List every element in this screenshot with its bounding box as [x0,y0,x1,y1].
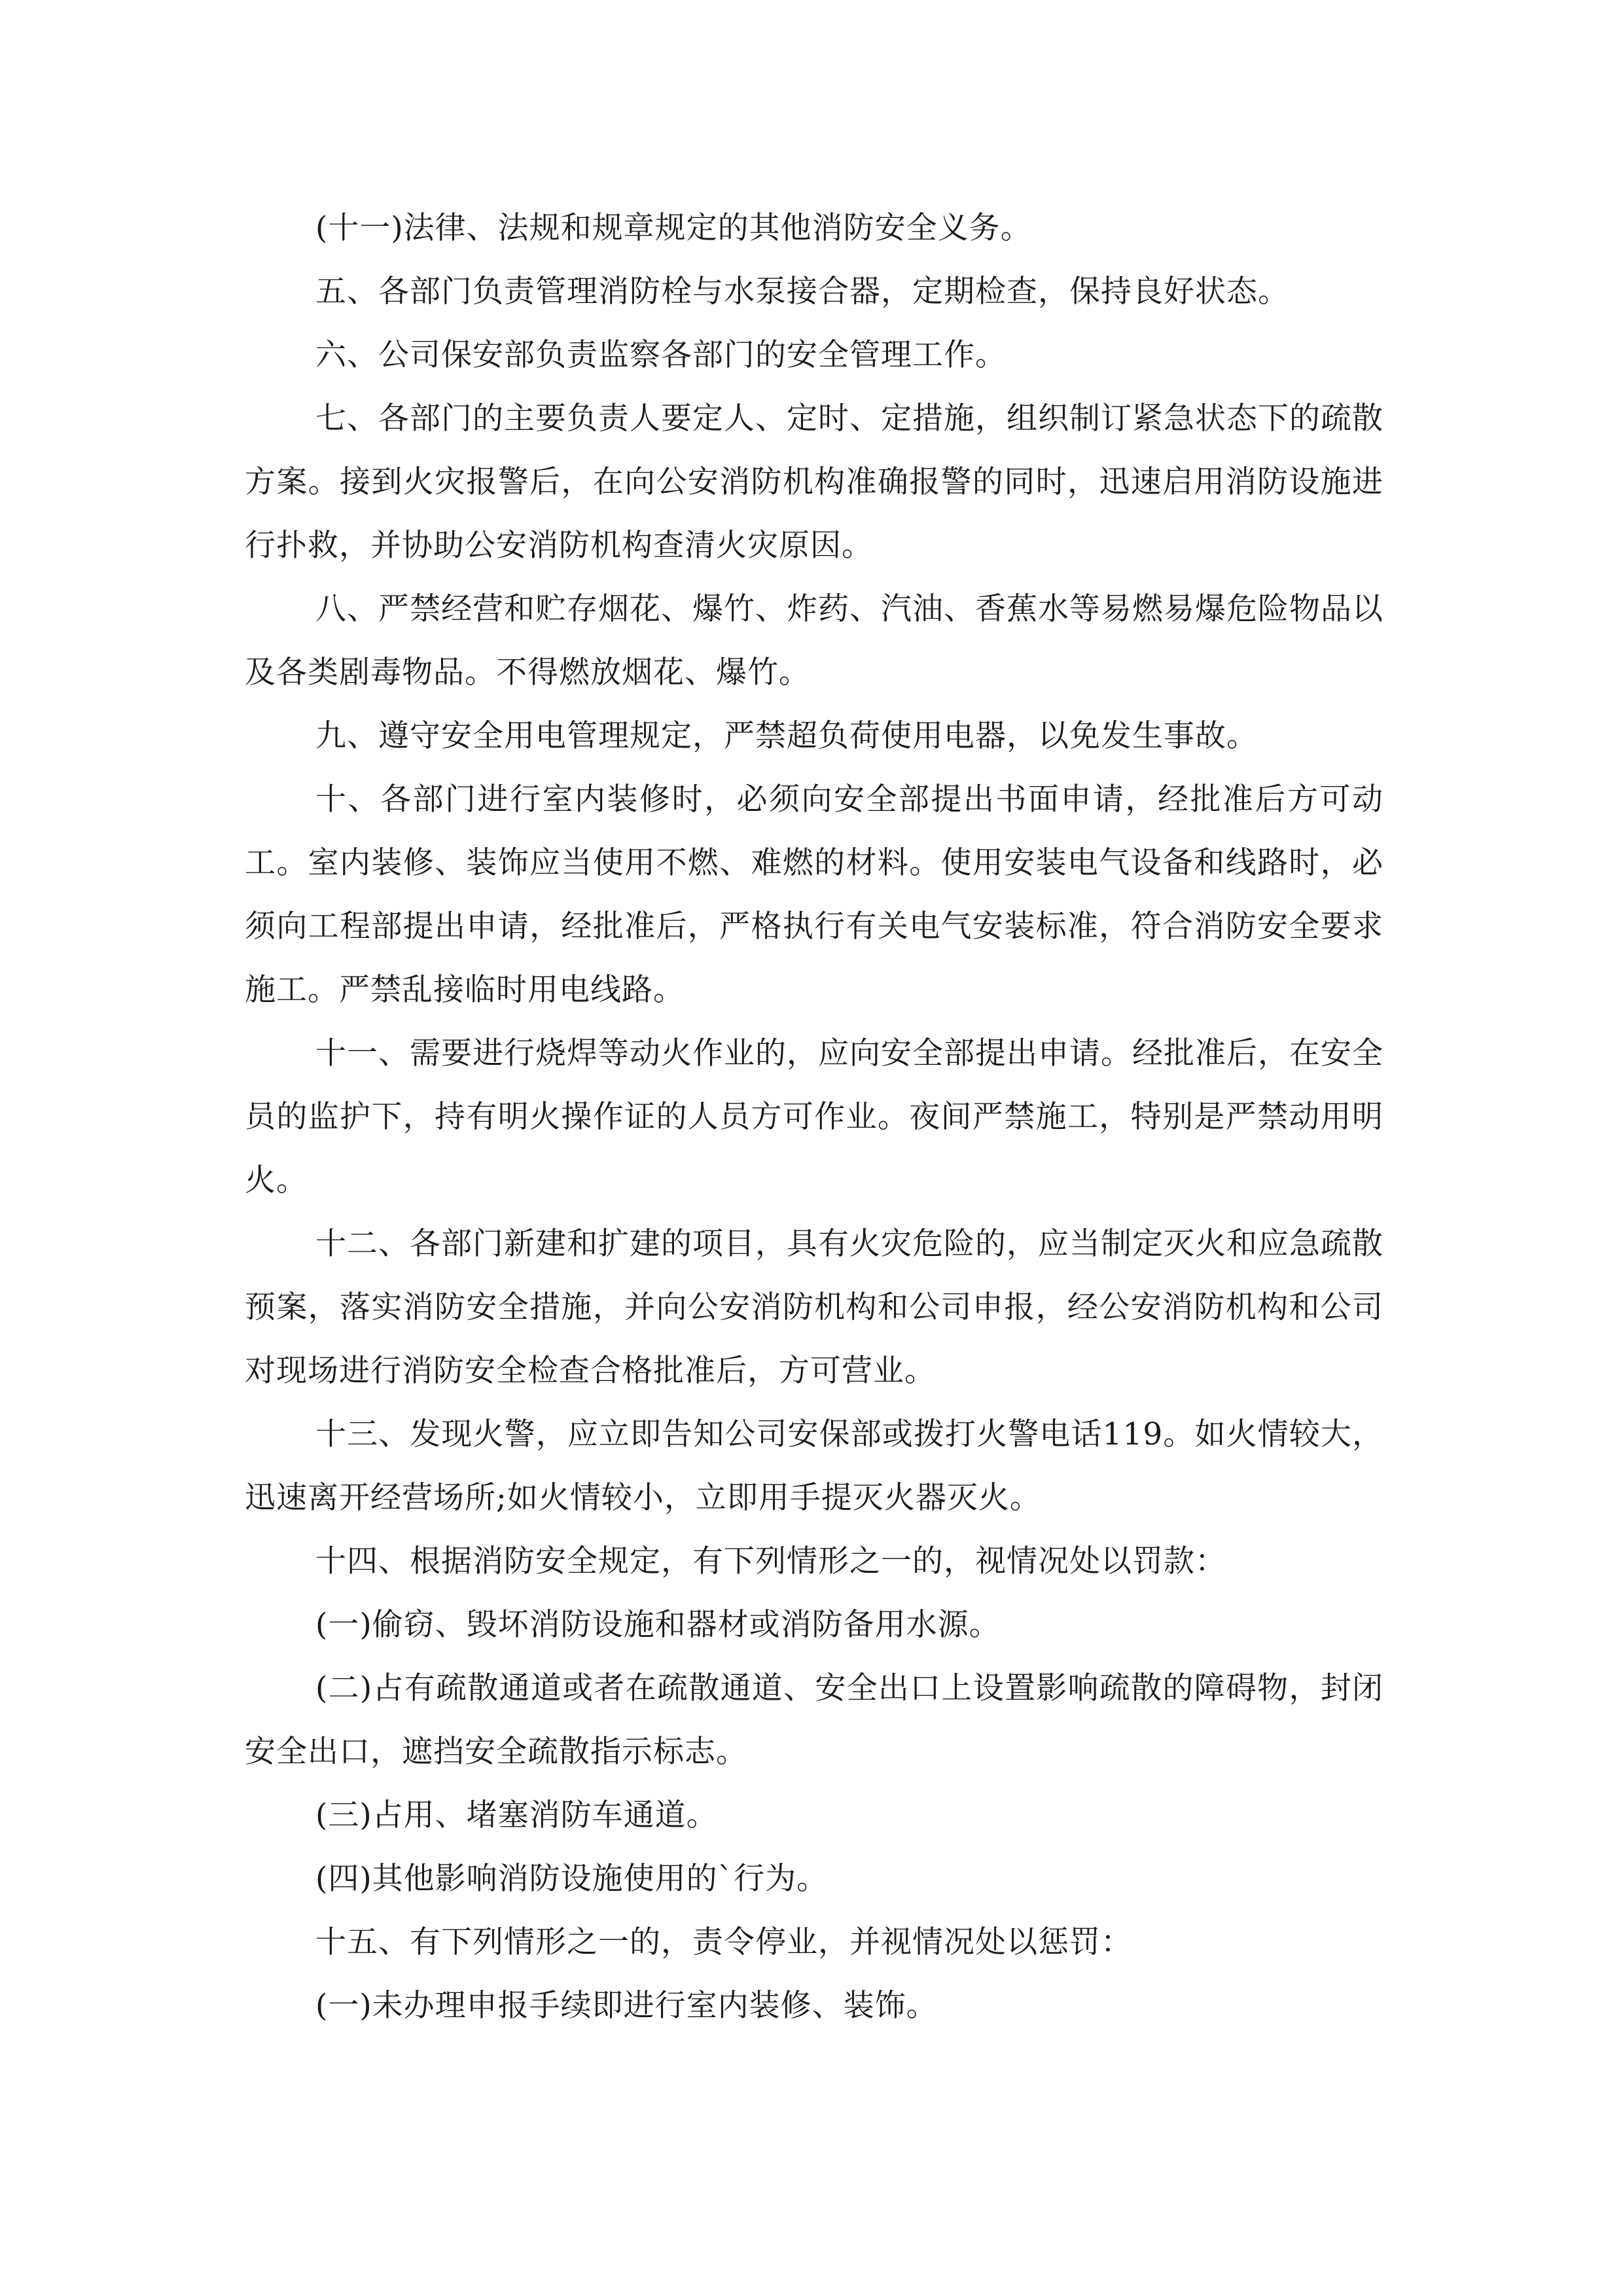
paragraph-article-12: 十二、各部门新建和扩建的项目，具有火灾危险的，应当制定灭火和应急疏散预案，落实消防安全措施，并向公安消防机构和公司申报，经公安消防机构和公司对现场进行消防安全检查合格批准后，方可营业。 [245,1226,1383,1389]
paragraph-article-5: 五、各部门负责管理消防栓与水泵接合器，定期检查，保持良好状态。 [315,274,1289,310]
paragraph-article-15: 十五、有下列情形之一的，责令停业，并视情况处以惩罚： [315,1924,1132,1960]
paragraph-article-14-item-1: (一)偷窃、毁坏消防设施和器材或消防备用水源。 [315,1607,1001,1643]
document-body [245,196,1383,2037]
paragraph-article-14-item-2: (二)占有疏散通道或者在疏散通道、安全出口上设置影响疏散的障碍物，封闭安全出口，遮挡安全疏散指示标志。 [245,1670,1383,1770]
paragraph-article-13: 十三、发现火警，应立即告知公司安保部或拨打火警电话119。如火情较大，迅速离开经营场所;如火情较小，立即用手提灭火器灭火。 [245,1416,1383,1516]
paragraph-item-11: (十一)法律、法规和规章规定的其他消防安全义务。 [315,210,1032,246]
paragraph-article-15-item-1: (一)未办理申报手续即进行室内装修、装饰。 [315,1988,938,2024]
paragraph-article-8: 八、严禁经营和贮存烟花、爆竹、炸药、汽油、香蕉水等易燃易爆危险物品以及各类剧毒物品。不得燃放烟花、爆竹。 [245,591,1383,691]
paragraph-article-9: 九、遵守安全用电管理规定，严禁超负荷使用电器，以免发生事故。 [315,718,1258,754]
paragraph-article-7: 七、各部门的主要负责人要定人、定时、定措施，组织制订紧急状态下的疏散方案。接到火灾报警后，在向公安消防机构准确报警的同时，迅速启用消防设施进行扑救，并协助公安消防机构查清火灾原因。 [245,401,1383,564]
paragraph-article-14-item-3: (三)占用、堵塞消防车通道。 [315,1797,718,1833]
paragraph-article-14-item-4: (四)其他影响消防设施使用的`行为。 [315,1861,829,1897]
paragraph-article-6: 六、公司保安部负责监察各部门的安全管理工作。 [315,337,1007,373]
paragraph-article-10: 十、各部门进行室内装修时，必须向安全部提出书面申请，经批准后方可动工。室内装修、装饰应当使用不燃、难燃的材料。使用安装电气设备和线路时，必须向工程部提出申请，经批准后，严格执行有关电气安装标准，符合消防安全要求施工。严禁乱接临时用电线路。 [245,781,1383,1008]
paragraph-article-14: 十四、根据消防安全规定，有下列情形之一的，视情况处以罚款： [315,1543,1226,1579]
paragraph-article-11: 十一、需要进行烧焊等动火作业的，应向安全部提出申请。经批准后，在安全员的监护下，持有明火操作证的人员方可作业。夜间严禁施工，特别是严禁动用明火。 [245,1035,1383,1198]
